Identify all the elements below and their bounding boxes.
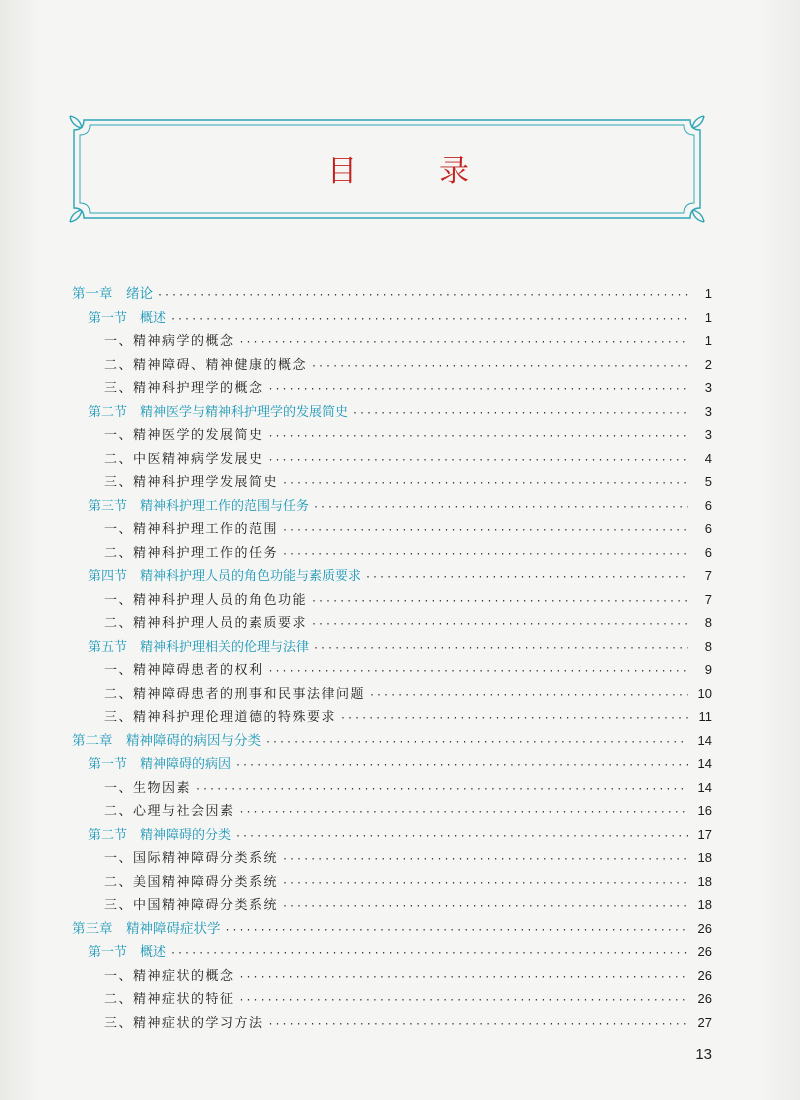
toc-entry-title: 一、精神病学的概念: [104, 334, 235, 349]
toc-entry-page: 10: [697, 685, 712, 701]
toc-entry-item[interactable]: [72, 1011, 712, 1035]
toc-entry-item[interactable]: [72, 611, 712, 635]
dot-leader: [235, 754, 688, 778]
toc-entry-title: 三、精神科护理学发展简史: [104, 475, 279, 490]
toc-entry-section[interactable]: [72, 635, 712, 659]
toc-entry-item[interactable]: [72, 799, 712, 823]
toc-entry-section[interactable]: [72, 752, 712, 776]
toc-entry-section[interactable]: [72, 494, 712, 518]
dot-leader: [157, 284, 688, 308]
toc-entry-title: 第二节 精神障碍的分类: [88, 827, 232, 843]
toc-entry-page: 9: [704, 662, 712, 677]
dot-leader: [282, 543, 688, 567]
dot-leader: [365, 566, 688, 590]
toc-entry-page: 7: [704, 568, 712, 583]
toc-entry-title: 二、精神症状的特征: [104, 992, 235, 1007]
toc-entry-title: 一、生物因素: [104, 780, 192, 796]
toc-entry-title: 一、精神医学的发展简史: [104, 428, 264, 443]
toc-entry-page: 1: [704, 333, 712, 348]
dot-leader: [239, 801, 688, 825]
toc-entry-page: 16: [697, 803, 712, 818]
toc-entry-title: 二、精神障碍患者的刑事和民事法律问题: [104, 686, 366, 702]
toc-entry-title: 一、精神症状的概念: [104, 968, 235, 984]
toc-entry-item[interactable]: [72, 846, 712, 870]
toc-entry-title: 一、精神障碍患者的权利: [104, 663, 264, 678]
dot-leader: [313, 496, 688, 520]
toc-entry-page: 26: [697, 944, 712, 959]
toc-entry-section[interactable]: [72, 400, 712, 424]
toc-entry-title: 二、美国精神障碍分类系统: [104, 874, 279, 890]
toc-entry-page: 6: [704, 497, 712, 513]
toc-entry-page: 3: [704, 427, 712, 442]
toc-entry-page: 1: [704, 286, 712, 301]
table-of-contents: [72, 282, 712, 1034]
toc-entry-title: 第一节 概述: [88, 310, 167, 326]
dot-leader: [282, 519, 688, 543]
dot-leader: [239, 966, 688, 990]
toc-entry-page: 6: [704, 521, 712, 536]
toc-entry-section[interactable]: [72, 823, 712, 847]
toc-entry-item[interactable]: [72, 541, 712, 565]
toc-entry-title: 三、精神科护理伦理道德的特殊要求: [104, 710, 337, 725]
toc-entry-page: 3: [704, 403, 712, 419]
dot-leader: [311, 355, 688, 379]
dot-leader: [239, 989, 688, 1013]
toc-entry-title: 二、心理与社会因素: [104, 804, 235, 819]
toc-entry-item[interactable]: [72, 588, 712, 612]
dot-leader: [313, 637, 688, 661]
toc-entry-title: 二、精神障碍、精神健康的概念: [104, 357, 308, 373]
toc-entry-page: 3: [704, 380, 712, 395]
toc-entry-title: 第一章 绪论: [72, 286, 153, 302]
toc-entry-page: 14: [697, 779, 712, 795]
toc-entry-item[interactable]: [72, 870, 712, 894]
toc-entry-title: 三、中国精神障碍分类系统: [104, 898, 279, 913]
toc-entry-item[interactable]: [72, 353, 712, 377]
toc-entry-title: 第四节 精神科护理人员的角色功能与素质要求: [88, 569, 362, 584]
dot-leader: [170, 308, 688, 332]
dot-leader: [268, 425, 688, 449]
toc-entry-item[interactable]: [72, 423, 712, 447]
toc-entry-title: 第二节 精神医学与精神科护理学的发展简史: [88, 404, 349, 420]
toc-entry-page: 14: [697, 732, 712, 748]
toc-entry-page: 2: [704, 356, 712, 372]
dot-leader: [311, 613, 688, 637]
toc-entry-page: 14: [697, 756, 712, 771]
toc-entry-page: 6: [704, 544, 712, 560]
toc-entry-item[interactable]: [72, 987, 712, 1011]
toc-entry-item[interactable]: [72, 376, 712, 400]
toc-entry-item[interactable]: [72, 329, 712, 353]
toc-entry-title: 二、精神科护理工作的任务: [104, 545, 279, 561]
dot-leader: [369, 684, 688, 708]
toc-entry-page: 27: [697, 1014, 712, 1030]
toc-entry-item[interactable]: [72, 517, 712, 541]
toc-entry-section[interactable]: [72, 564, 712, 588]
toc-entry-page: 17: [697, 826, 712, 842]
dot-leader: [352, 402, 688, 426]
dot-leader: [282, 848, 688, 872]
toc-entry-title: 第一节 精神障碍的病因: [88, 757, 232, 772]
toc-entry-chapter[interactable]: [72, 282, 712, 306]
toc-entry-title: 一、精神科护理人员的角色功能: [104, 592, 308, 608]
toc-entry-chapter[interactable]: [72, 729, 712, 753]
toc-entry-item[interactable]: [72, 705, 712, 729]
dot-leader: [340, 707, 688, 731]
toc-entry-item[interactable]: [72, 658, 712, 682]
dot-leader: [282, 872, 688, 896]
toc-entry-item[interactable]: [72, 470, 712, 494]
dot-leader: [268, 449, 688, 473]
dot-leader: [311, 590, 688, 614]
dot-leader: [235, 825, 688, 849]
dot-leader: [282, 895, 688, 919]
page-number: 13: [695, 1046, 712, 1063]
dot-leader: [170, 942, 688, 966]
dot-leader: [268, 1013, 688, 1037]
toc-entry-page: 18: [697, 850, 712, 865]
toc-entry-page: 26: [697, 920, 712, 936]
page-title: 目 录: [327, 154, 495, 189]
dot-leader: [195, 778, 688, 802]
toc-entry-title: 三、精神科护理学的概念: [104, 381, 264, 396]
toc-entry-title: 二、精神科护理人员的素质要求: [104, 616, 308, 631]
toc-entry-page: 8: [704, 638, 712, 654]
toc-entry-item[interactable]: [72, 776, 712, 800]
toc-entry-page: 18: [697, 897, 712, 912]
toc-entry-page: 7: [704, 591, 712, 607]
toc-entry-title: 第三节 精神科护理工作的范围与任务: [88, 498, 310, 514]
dot-leader: [225, 919, 689, 943]
toc-entry-title: 第二章 精神障碍的病因与分类: [72, 732, 261, 749]
toc-entry-title: 二、中医精神病学发展史: [104, 451, 264, 467]
toc-entry-page: 1: [704, 309, 712, 325]
toc-entry-title: 第一节 概述: [88, 945, 167, 960]
dot-leader: [239, 331, 688, 355]
toc-entry-page: 4: [704, 450, 712, 466]
toc-entry-title: 第五节 精神科护理相关的伦理与法律: [88, 639, 310, 655]
dot-leader: [282, 472, 688, 496]
dot-leader: [268, 378, 688, 402]
toc-entry-page: 26: [697, 967, 712, 983]
toc-entry-page: 18: [697, 873, 712, 889]
toc-entry-title: 第三章 精神障碍症状学: [72, 920, 221, 937]
toc-entry-section[interactable]: [72, 940, 712, 964]
toc-entry-chapter[interactable]: [72, 917, 712, 941]
toc-entry-page: 26: [697, 991, 712, 1006]
dot-leader: [268, 660, 688, 684]
toc-entry-item[interactable]: [72, 893, 712, 917]
toc-entry-title: 一、国际精神障碍分类系统: [104, 851, 279, 866]
toc-entry-item[interactable]: [72, 682, 712, 706]
toc-entry-section[interactable]: [72, 306, 712, 330]
toc-entry-page: 5: [704, 474, 712, 489]
toc-entry-item[interactable]: [72, 447, 712, 471]
toc-entry-title: 三、精神症状的学习方法: [104, 1015, 264, 1031]
toc-entry-title: 一、精神科护理工作的范围: [104, 522, 279, 537]
dot-leader: [265, 731, 688, 755]
toc-entry-item[interactable]: [72, 964, 712, 988]
toc-entry-page: 11: [698, 709, 712, 724]
toc-entry-page: 8: [704, 615, 712, 630]
